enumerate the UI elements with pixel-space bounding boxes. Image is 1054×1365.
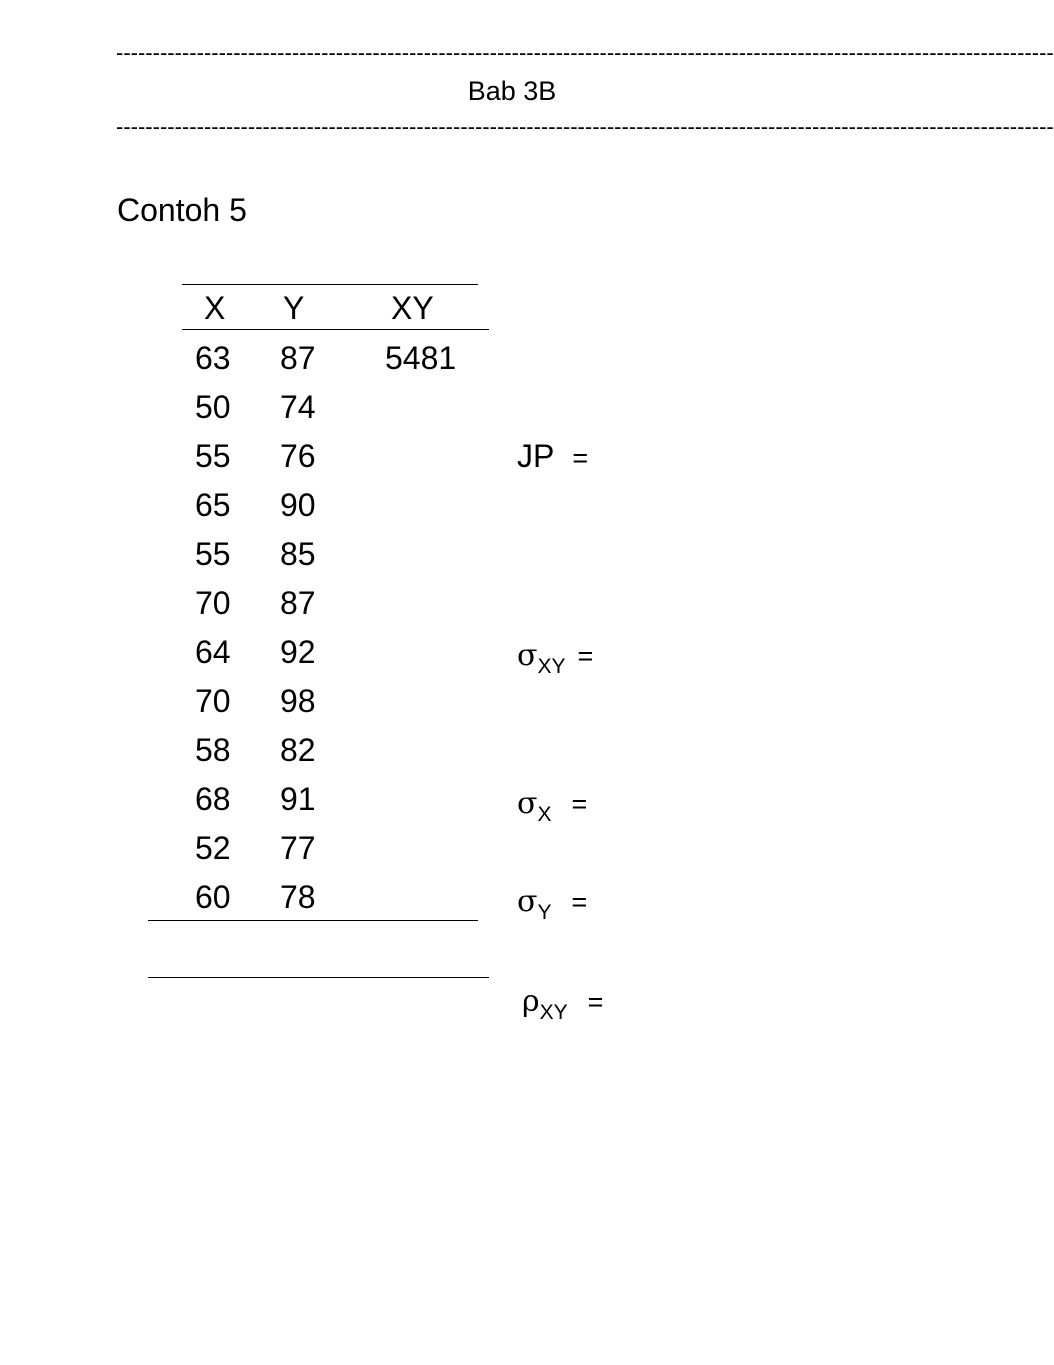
equals-sign: =	[577, 641, 594, 671]
chapter-title: Bab 3B	[467, 76, 557, 106]
equals-sign: =	[571, 887, 588, 917]
formula-sigma-xy	[517, 636, 593, 677]
formula-rho-xy	[522, 982, 603, 1023]
cell-x: 63	[195, 340, 231, 376]
cell-x: 60	[195, 879, 231, 915]
rho-xy-subscript: XY	[539, 1001, 568, 1024]
cell-y: 85	[280, 536, 316, 572]
column-header-y: Y	[283, 290, 305, 326]
cell-y: 92	[280, 634, 316, 670]
sigma-symbol: σ	[517, 884, 538, 919]
sigma-xy-subscript: XY	[537, 655, 566, 678]
cell-y: 76	[280, 438, 316, 474]
cell-y: 87	[280, 340, 316, 376]
cell-y: 78	[280, 879, 316, 915]
cell-x: 55	[195, 438, 231, 474]
cell-x: 68	[195, 781, 231, 817]
cell-y: 91	[280, 781, 316, 817]
formula-sigma-y	[517, 882, 587, 923]
table-total-rule	[148, 977, 489, 978]
header-dash-top: --------------------------------------------------------------------------------------------------------------------------------	[116, 40, 1054, 65]
equals-sign: =	[572, 443, 589, 473]
table-bottom-rule	[148, 920, 478, 921]
cell-x: 65	[195, 487, 231, 523]
formula-jp	[517, 438, 588, 476]
column-header-xy: XY	[391, 290, 434, 326]
cell-x: 64	[195, 634, 231, 670]
table-header-rule	[182, 329, 489, 330]
header-dash-bottom: --------------------------------------------------------------------------------------------------------------------------------	[116, 114, 1054, 139]
cell-x: 70	[195, 585, 231, 621]
cell-y: 90	[280, 487, 316, 523]
cell-x: 55	[195, 536, 231, 572]
cell-x: 52	[195, 830, 231, 866]
table-top-rule	[182, 284, 478, 285]
cell-xy: 5481	[385, 340, 457, 376]
sigma-symbol: σ	[517, 638, 538, 673]
cell-x: 70	[195, 683, 231, 719]
sigma-y-subscript: Y	[537, 901, 552, 924]
example-title: Contoh 5	[117, 192, 247, 228]
sigma-x-subscript: X	[537, 803, 552, 826]
equals-sign: =	[587, 987, 604, 1017]
formula-sigma-x	[517, 784, 587, 825]
cell-x: 58	[195, 732, 231, 768]
cell-y: 77	[280, 830, 316, 866]
cell-y: 74	[280, 389, 316, 425]
cell-y: 98	[280, 683, 316, 719]
sigma-symbol: σ	[517, 786, 538, 821]
cell-y: 87	[280, 585, 316, 621]
equals-sign: =	[571, 789, 588, 819]
jp-label: JP	[517, 438, 555, 474]
rho-symbol: ρ	[522, 984, 540, 1019]
cell-y: 82	[280, 732, 316, 768]
cell-x: 50	[195, 389, 231, 425]
column-header-x: X	[204, 290, 226, 326]
